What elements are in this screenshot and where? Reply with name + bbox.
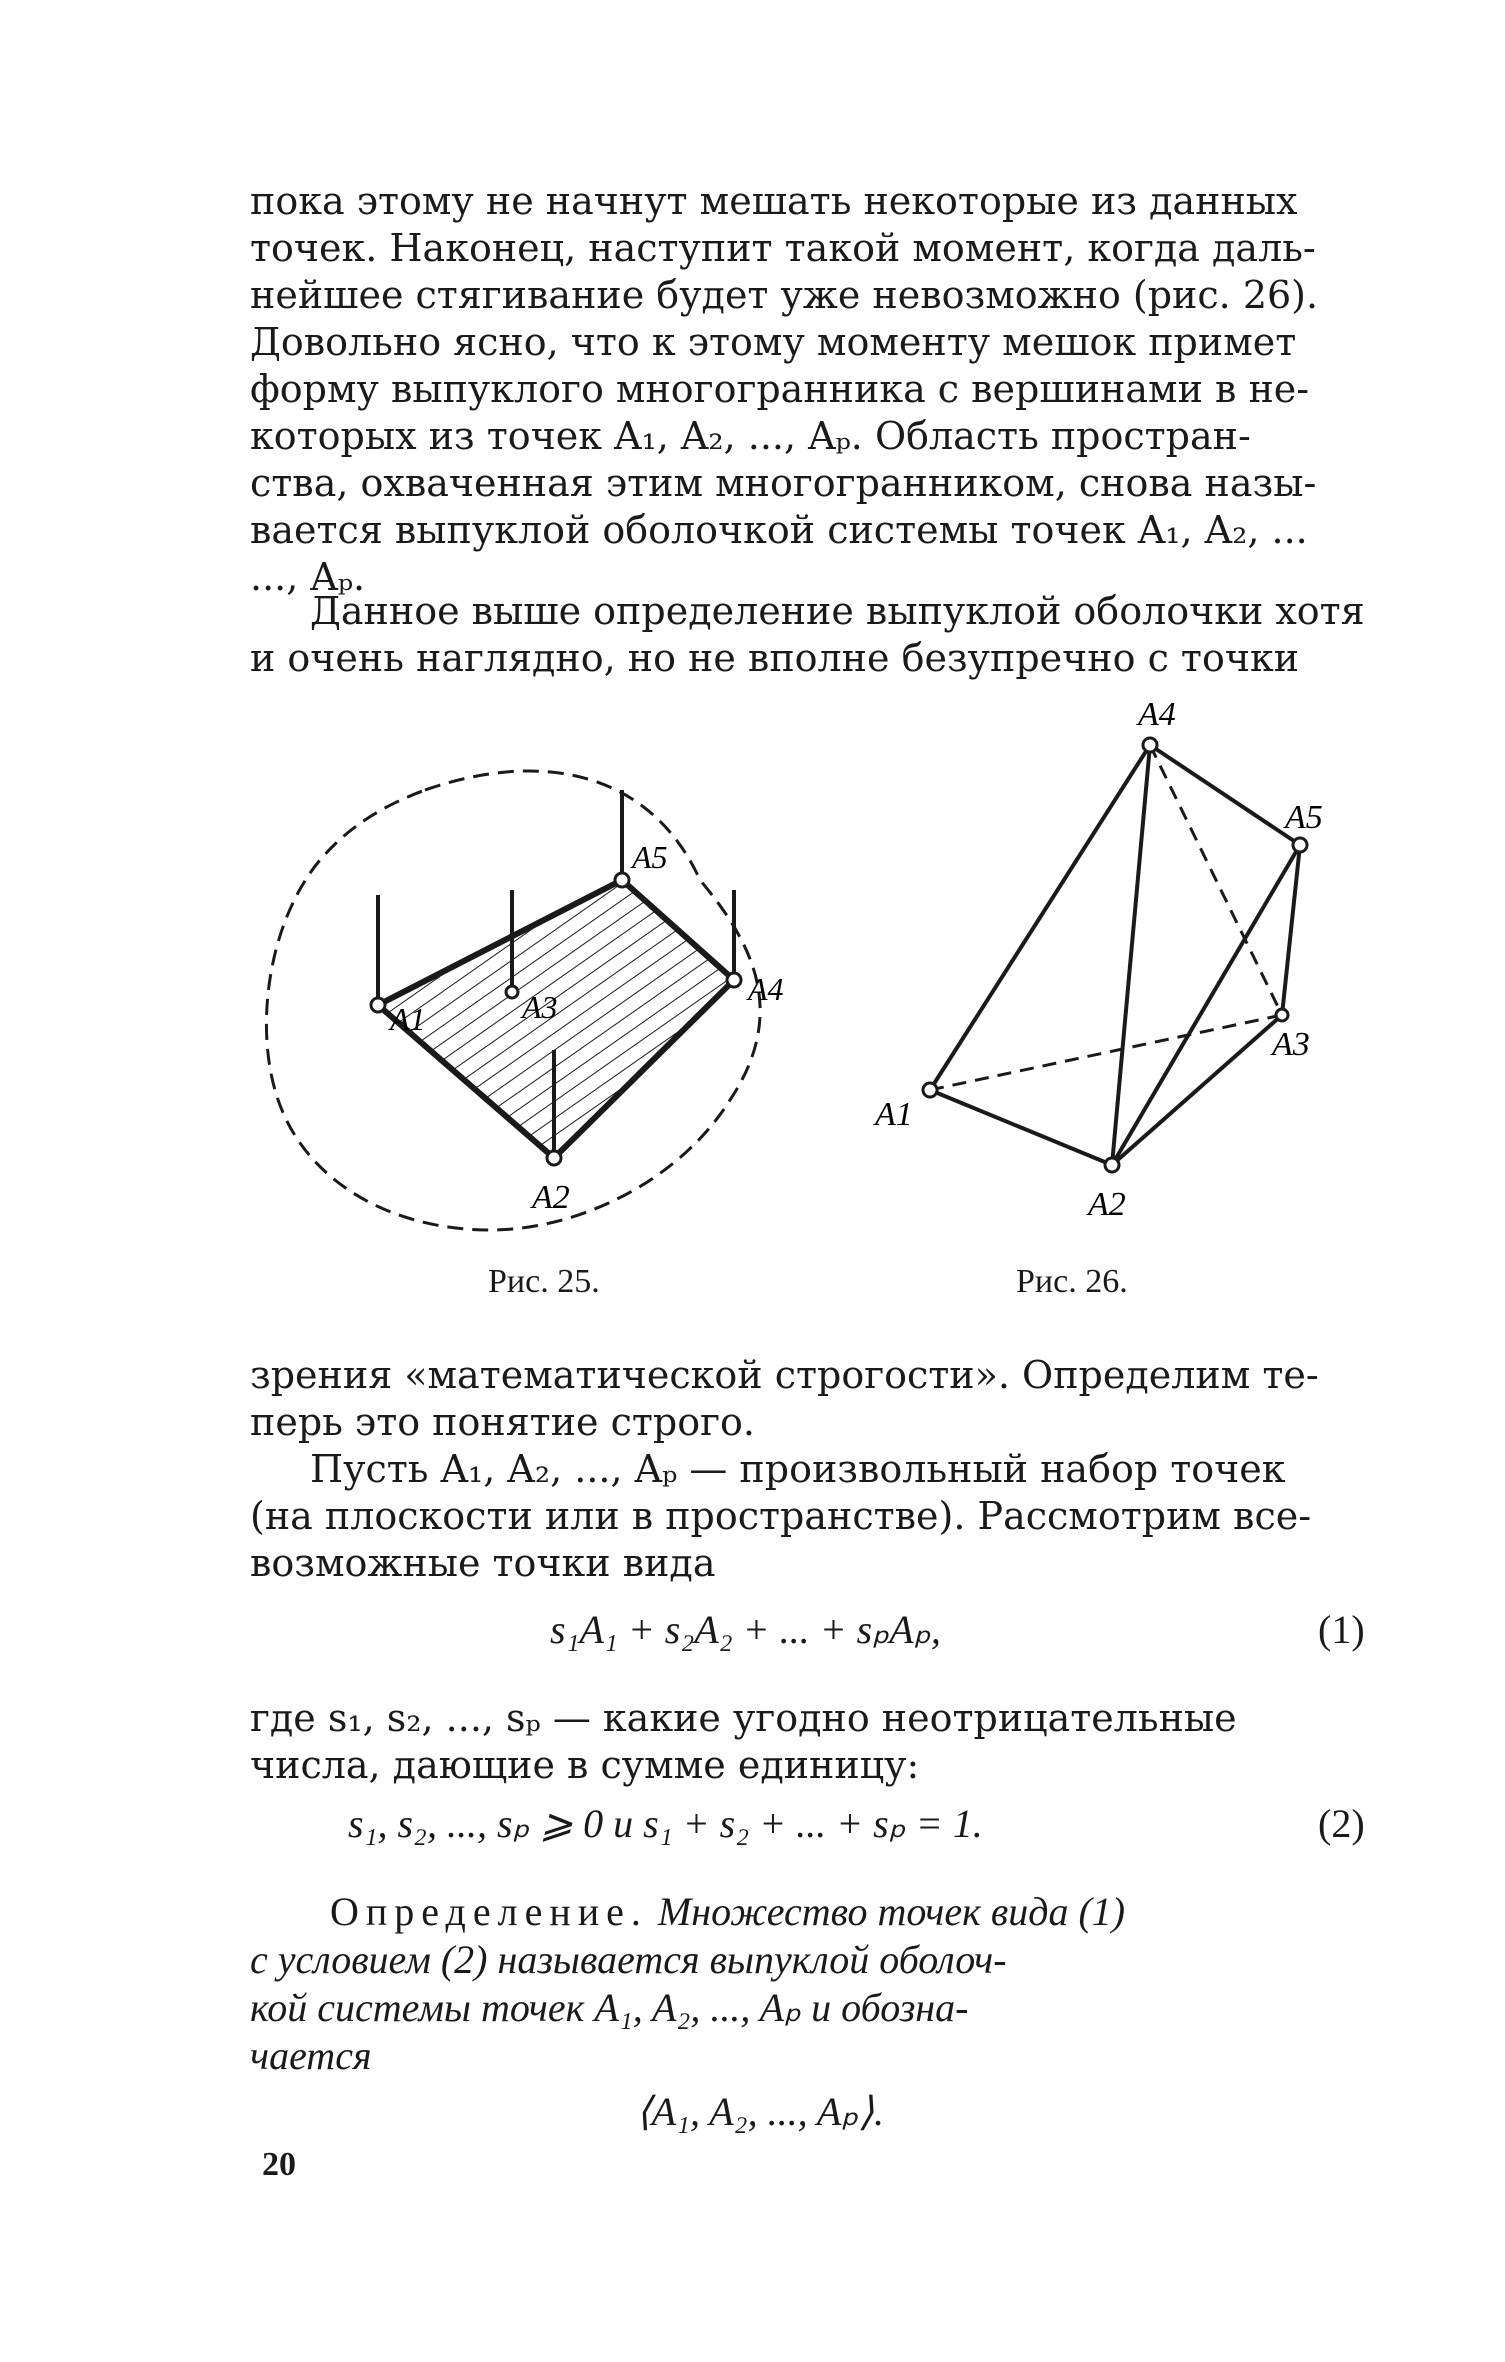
formula-3: ⟨A₁, A₂, ..., Aₚ⟩.	[636, 2089, 885, 2134]
text-line: нейшее стягивание будет уже невозможно (рис. 26).	[250, 273, 1319, 317]
page-number: 20	[262, 2146, 296, 2183]
paragraph-2	[250, 588, 1370, 682]
formula-1-number: (1)	[1318, 1607, 1365, 1652]
point-a2	[1105, 1158, 1119, 1172]
text-line: ства, охваченная этим многогранником, снова назы-	[250, 461, 1317, 505]
text-line: зрения «математической строгости». Определим те-	[250, 1353, 1319, 1397]
label-a4: A4	[1138, 696, 1176, 733]
label-a2: A2	[532, 1179, 570, 1216]
edge-a1-a4	[930, 745, 1150, 1090]
label-a3: A3	[522, 989, 558, 1025]
text-line: и очень наглядно, но не вполне безупречно с точки	[250, 636, 1300, 680]
figure-26	[860, 690, 1360, 1250]
point-a3	[1276, 1009, 1288, 1021]
label-a5: A5	[632, 839, 668, 875]
edge-a4-a5	[1150, 745, 1300, 845]
point-a5	[615, 873, 629, 887]
paragraph-4	[250, 1446, 1370, 1587]
text-line: форму выпуклого многогранника с вершинами в не-	[250, 367, 1310, 411]
point-a5	[1293, 838, 1307, 852]
text-line: пока этому не начнут мешать некоторые из данных	[250, 179, 1298, 223]
definition-line	[250, 1888, 1370, 1936]
paragraph-5	[250, 1695, 1370, 1789]
point-a4	[727, 973, 741, 987]
point-a2	[547, 1151, 561, 1165]
point-a1	[371, 998, 385, 1012]
formula-1: s₁A₁ + s₂A₂ + ... + sₚAₚ,	[550, 1607, 941, 1652]
definition-term: Определение.	[330, 1889, 648, 1934]
hidden-edge-a4-a3	[1150, 745, 1282, 1015]
figure-25	[260, 760, 820, 1250]
label-a1: A1	[390, 1001, 426, 1037]
text-line: возможные точки вида	[250, 1541, 716, 1585]
text-line: точек. Наконец, наступит такой момент, когда даль-	[250, 226, 1316, 270]
text-line: которых из точек A₁, A₂, ..., Aₚ. Область простран-	[250, 414, 1251, 458]
text-line: перь это понятие строго.	[250, 1400, 755, 1444]
hidden-edge-a1-a3	[930, 1015, 1282, 1090]
text-line: вается выпуклой оболочкой системы точек A₁, A₂, ...	[250, 508, 1308, 552]
definition-line: чается	[250, 2033, 372, 2078]
definition-text: Множество точек вида (1)	[657, 1889, 1126, 1934]
text-line: ..., Aₚ.	[250, 555, 366, 599]
definition-line: кой системы точек A₁, A₂, ..., Aₚ и обозна-	[250, 1985, 969, 2030]
text-line: Данное выше определение выпуклой оболочки хотя	[310, 589, 1365, 633]
edge-a2-a1	[930, 1090, 1112, 1165]
formula-2-number: (2)	[1318, 1801, 1365, 1846]
label-a5: A5	[1285, 799, 1323, 836]
edge-a4-a2	[1112, 745, 1150, 1165]
paragraph-3	[250, 1352, 1370, 1446]
point-a1	[923, 1083, 937, 1097]
text-line: числа, дающие в сумме единицу:	[250, 1743, 920, 1787]
label-a4: A4	[748, 971, 784, 1007]
text-line: (на плоскости или в пространстве). Рассмотрим все-	[250, 1494, 1312, 1538]
text-line: Пусть A₁, A₂, ..., Aₚ — произвольный набор точек	[310, 1447, 1286, 1491]
figure-26-caption: Рис. 26.	[1016, 1263, 1128, 1300]
edge-a3-a2	[1112, 1015, 1282, 1165]
text-line: Довольно ясно, что к этому моменту мешок примет	[250, 320, 1297, 364]
definition-block	[250, 1888, 1370, 2080]
definition-line: с условием (2) называется выпуклой оболоч-	[250, 1937, 1007, 1982]
point-a3	[506, 986, 518, 998]
label-a1: A1	[875, 1096, 913, 1133]
figure-25-caption: Рис. 25.	[488, 1263, 600, 1300]
intro-paragraph	[250, 178, 1370, 601]
edge-a5-a2	[1112, 845, 1300, 1165]
point-a4	[1143, 738, 1157, 752]
label-a2: A2	[1088, 1186, 1126, 1223]
text-line: где s₁, s₂, ..., sₚ — какие угодно неотрицательные	[250, 1696, 1237, 1740]
label-a3: A3	[1272, 1026, 1310, 1063]
formula-2: s₁, s₂, ..., sₚ ⩾ 0 и s₁ + s₂ + ... + sₚ = 1.	[348, 1801, 983, 1846]
